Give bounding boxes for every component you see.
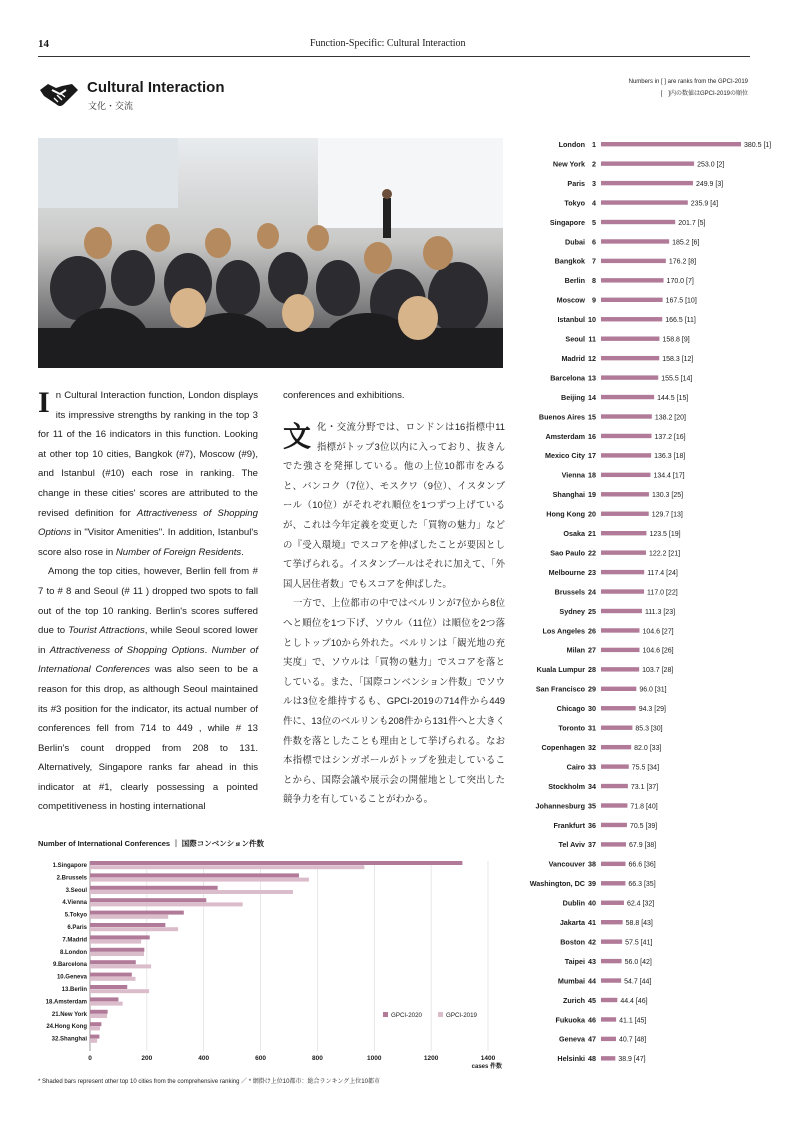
- rank-number-label: 22: [588, 548, 596, 558]
- rank-value-label: 201.7 [5]: [678, 219, 706, 227]
- rank-value-label: 123.5 [19]: [649, 531, 681, 538]
- rank-value-label: 158.8 [9]: [662, 336, 690, 344]
- rank-bar: [601, 317, 662, 321]
- rank-number-label: 41: [588, 918, 596, 927]
- rank-value-label: 104.6 [27]: [642, 628, 674, 636]
- rank-value-label: 103.7 [28]: [642, 667, 674, 675]
- rank-value-label: 155.5 [14]: [661, 375, 693, 383]
- rank-bar: [601, 784, 628, 788]
- rank-city-label: Istanbul: [557, 315, 585, 325]
- category-label: 8.London: [60, 949, 87, 956]
- rank-number-label: 24: [588, 587, 596, 597]
- rank-value-label: 66.3 [35]: [628, 881, 656, 889]
- photo-illustration: [38, 138, 503, 368]
- legend-label: GPCI-2020: [391, 1012, 422, 1019]
- rank-city-label: Los Angeles: [542, 626, 585, 636]
- rank-city-label: Kuala Lumpur: [536, 665, 585, 675]
- x-tick-label: 1200: [423, 1055, 439, 1062]
- rank-value-label: 380.5 [1]: [744, 142, 772, 149]
- rank-bar: [601, 706, 636, 710]
- rank-city-label: New York: [552, 159, 585, 169]
- conference-bar: [90, 948, 144, 952]
- x-tick-label: 800: [311, 1055, 323, 1062]
- rank-value-label: 54.7 [44]: [624, 978, 652, 986]
- rank-city-label: Sao Paulo: [550, 548, 585, 558]
- rank-city-label: Osaka: [563, 529, 585, 538]
- rank-value-label: 122.2 [21]: [648, 550, 681, 558]
- rank-number-label: 27: [588, 645, 596, 655]
- rank-number-label: 6: [592, 237, 596, 247]
- rank-value-label: 82.0 [33]: [634, 744, 662, 752]
- body-english-column: [38, 386, 258, 817]
- body-text-jp: 一方で、上位都市の中ではベルリンが7位から8位へと順位を1つ下げ、ソウル（11位）は順位を2つ落としトップ10から外れた。ベルリンは「観光地の充実度」で、ソウルは「買物の魅力」でスコアを落としている。また、「国際コンベンション件数」でソウルは3位を維持するも、GPCI-2019の714件から449件に、13位のベルリンも208件から131件へと大きく件数を落としたことも理由として挙げられる。なお本指標ではシンガポールがトップを独走していることから、国際会議や展示会の開催地として突出した競争力を有していることがわかる。: [283, 597, 505, 805]
- rank-number-label: 3: [592, 178, 596, 188]
- rank-bar: [601, 239, 669, 243]
- rank-number-label: 25: [588, 606, 596, 616]
- rank-value-label: 56.0 [42]: [624, 958, 652, 966]
- rank-bar: [601, 764, 629, 768]
- conference-chart-title: [38, 838, 264, 849]
- category-label: 13.Berlin: [61, 987, 87, 993]
- rank-number-label: 40: [588, 898, 596, 908]
- conference-bar: [90, 890, 293, 894]
- conference-bar: [90, 911, 184, 915]
- rank-value-label: 138.2 [20]: [654, 414, 686, 422]
- rank-bar: [601, 395, 654, 399]
- footnote: * Shaded bars represent other top 10 cities from the comprehensive ranking ／ * 網掛け上位10都市：総合ランキング上位10都市: [38, 1079, 380, 1085]
- conference-bar: [90, 861, 462, 865]
- conference-bar: [90, 964, 151, 968]
- rank-city-label: Taipei: [564, 956, 585, 966]
- rank-value-label: 96.0 [31]: [639, 686, 667, 694]
- rank-city-label: Geneva: [559, 1034, 585, 1044]
- body-text: , while Seoul scored lower in: [38, 625, 258, 656]
- rank-number-label: 12: [588, 353, 596, 363]
- rank-bar: [601, 648, 639, 652]
- rank-value-label: 94.3 [29]: [638, 706, 666, 714]
- rank-value-label: 249.9 [3]: [695, 180, 724, 188]
- conference-bar: [90, 940, 141, 944]
- conference-bar: [90, 1039, 97, 1043]
- rank-value-label: 253.0 [2]: [697, 161, 725, 169]
- rank-number-label: 8: [592, 276, 596, 286]
- category-label: 6.Paris: [67, 925, 87, 931]
- rank-number-label: 37: [588, 840, 596, 850]
- rank-value-label: 170.0 [7]: [666, 278, 694, 286]
- category-label: 9.Barcelona: [52, 962, 87, 969]
- rank-bar: [601, 298, 663, 302]
- rank-bar: [601, 901, 624, 905]
- rank-value-label: 176.2 [8]: [668, 258, 697, 266]
- rank-city-label: Mexico City: [545, 451, 585, 461]
- page-number: 14: [38, 38, 49, 50]
- body-text: .: [241, 546, 244, 558]
- rank-city-label: Stockholm: [548, 781, 585, 791]
- rank-bar: [601, 220, 675, 224]
- rank-number-label: 48: [588, 1054, 596, 1064]
- rank-number-label: 38: [588, 859, 596, 869]
- rank-city-label: Helsinki: [557, 1054, 585, 1064]
- rank-value-label: 137.2 [16]: [654, 433, 686, 441]
- rank-bar: [601, 1056, 615, 1060]
- category-label: 3.Seoul: [65, 887, 87, 894]
- rank-number-label: 42: [588, 937, 596, 947]
- rank-number-label: 34: [588, 781, 596, 791]
- rank-number-label: 10: [588, 315, 596, 325]
- rank-bar: [601, 570, 644, 574]
- rank-bar: [601, 200, 688, 204]
- rank-note-jp: [ ]内の数値はGPCI-2019の順位: [660, 91, 748, 97]
- rank-bar: [601, 550, 646, 554]
- rank-city-label: Seoul: [565, 334, 585, 344]
- rank-city-label: Berlin: [564, 276, 585, 286]
- rank-number-label: 4: [592, 198, 596, 208]
- rank-bar: [601, 803, 627, 807]
- rank-value-label: 166.5 [11]: [665, 317, 696, 325]
- rank-number-label: 14: [588, 392, 596, 402]
- rank-value-label: 136.3 [18]: [654, 453, 686, 461]
- rank-city-label: Brussels: [554, 587, 585, 597]
- rank-value-label: 73.1 [37]: [630, 783, 659, 791]
- rank-city-label: Zurich: [563, 995, 585, 1005]
- rank-bar: [601, 667, 639, 671]
- conference-chart-title-en: Number of International Conferences: [38, 839, 171, 848]
- rank-value-label: 235.9 [4]: [690, 200, 719, 208]
- category-label: 24.Hong Kong: [46, 1024, 87, 1031]
- rank-bar: [601, 998, 617, 1002]
- legend-label: GPCI-2019: [446, 1012, 477, 1019]
- conference-bar: [90, 865, 364, 869]
- rank-city-label: Paris: [567, 178, 585, 188]
- rank-value-label: 134.4 [17]: [653, 472, 685, 480]
- rank-city-label: Tel Aviv: [558, 840, 585, 850]
- rank-bar: [601, 823, 627, 827]
- rank-number-label: 33: [588, 762, 596, 772]
- rank-city-label: Sydney: [559, 606, 585, 616]
- conference-bar: [90, 886, 218, 890]
- rank-bar: [601, 337, 659, 341]
- rank-city-label: Buenos Aires: [538, 412, 585, 422]
- conference-bar: [90, 878, 309, 882]
- conference-bar: [90, 960, 136, 964]
- rank-city-label: Barcelona: [550, 373, 585, 383]
- category-label: 5.Tokyo: [64, 912, 87, 919]
- category-label: 2.Brussels: [56, 875, 87, 882]
- rank-bar: [601, 628, 639, 632]
- category-label: 7.Madrid: [62, 937, 87, 944]
- conference-bar: [90, 898, 206, 902]
- rank-value-label: 158.3 [12]: [662, 355, 694, 363]
- conference-bar: [90, 935, 150, 939]
- rank-city-label: Dublin: [562, 898, 585, 908]
- rank-value-label: 104.6 [26]: [642, 647, 674, 655]
- rank-bar: [601, 356, 659, 360]
- rank-bar: [601, 1017, 616, 1021]
- conference-bar: [90, 1014, 107, 1018]
- rank-bar: [601, 862, 626, 866]
- rank-number-label: 26: [588, 626, 596, 636]
- rank-city-label: London: [558, 140, 585, 149]
- rank-number-label: 17: [588, 451, 596, 461]
- rank-value-label: 85.3 [30]: [635, 725, 663, 733]
- rank-number-label: 21: [588, 529, 596, 538]
- rank-bar: [601, 161, 694, 165]
- conference-bar: [90, 915, 168, 919]
- body-text: was also seen to be a reason for this drop, as although Seoul maintained its #3 position for the indicator, its actual number of conferences fell from 714 to 449 , while # 13 Berlin's count dropped from 208 to 131. Alternatively, Singapore ranks far ahead in this indicator at #1, clearly possessing a pointed competitiveness in hosting international: [38, 664, 258, 813]
- rank-city-label: Mumbai: [557, 976, 585, 986]
- body-text: in "Visitor Amenities". In addition, Istanbul's score also rose in: [38, 527, 258, 558]
- rank-city-label: Frankfurt: [553, 820, 585, 830]
- conference-chart: [38, 855, 508, 1075]
- body-text: n Cultural Interaction function, London displays its impressive strengths by ranking in the top 3 for 11 of the 16 indicators in this function. Looking at other top 10 cities, Bangkok (#7), Moscow (#9), and Istanbul (#10) each rose in ranking. The change in these cities' scores are attributed to the revised definition for: [38, 390, 258, 519]
- body-english-continuation: conferences and exhibitions.: [283, 390, 405, 401]
- rank-bar: [601, 375, 658, 379]
- rank-number-label: 39: [588, 879, 596, 889]
- x-tick-label: 1400: [480, 1055, 496, 1062]
- rank-city-label: Bangkok: [554, 256, 585, 266]
- x-tick-label: 600: [255, 1055, 267, 1062]
- rank-number-label: 43: [588, 956, 596, 966]
- x-tick-label: 1000: [367, 1055, 382, 1062]
- header-rule: [38, 56, 750, 57]
- body-text-italic: Tourist Attractions: [68, 625, 145, 637]
- rank-city-label: Jakarta: [559, 918, 585, 927]
- drop-cap-jp: 文: [283, 421, 312, 452]
- rank-number-label: 18: [588, 470, 596, 480]
- rank-city-label: Melbourne: [548, 567, 585, 577]
- conference-bar: [90, 873, 299, 877]
- rank-bar: [601, 978, 621, 982]
- rank-bar: [601, 1037, 616, 1041]
- conference-bar: [90, 977, 135, 981]
- rank-value-label: 111.3 [23]: [644, 608, 676, 616]
- section-subtitle: 文化・交流: [88, 101, 134, 111]
- rank-number-label: 2: [592, 159, 596, 169]
- rank-number-label: 7: [592, 256, 596, 266]
- rank-value-label: 67.9 [38]: [628, 842, 657, 850]
- rank-number-label: 15: [588, 412, 596, 422]
- rank-number-label: 23: [588, 567, 596, 577]
- rank-number-label: 45: [588, 995, 596, 1005]
- rank-bar: [601, 881, 625, 885]
- rank-value-label: 130.3 [25]: [651, 492, 684, 500]
- rank-city-label: Fukuoka: [555, 1015, 585, 1025]
- rank-value-label: 41.1 [45]: [619, 1017, 647, 1025]
- rank-number-label: 13: [588, 373, 596, 383]
- rank-number-label: 1: [592, 140, 596, 149]
- rank-city-label: Boston: [560, 937, 585, 947]
- body-text-italic: Number of International Conferences: [38, 644, 258, 676]
- rank-number-label: 30: [588, 704, 596, 714]
- rank-number-label: 36: [588, 820, 596, 830]
- rank-number-label: 9: [592, 295, 596, 305]
- rank-value-label: 71.8 [40]: [630, 803, 658, 811]
- legend-swatch: [438, 1012, 443, 1017]
- rank-bar: [601, 278, 664, 282]
- rank-number-label: 35: [588, 801, 596, 811]
- legend-swatch: [383, 1012, 388, 1017]
- body-text: .: [204, 644, 212, 656]
- body-text-jp: 化・交流分野では、ロンドンは16指標中11指標がトップ3位以内に入っており、抜きんでた強さを発揮している。他の上位10都市をみると、バンコク（7位）、モスクワ（9位）、イスタンブール（10位）がそれぞれ順位を1つずつ上げているが、これは今年定義を変更した「買物の魅力」などの『受入環境』でスコアを伸ばしたことが要因として挙げられる。イスタンブールはそれに加えて、「外国人居住者数」でもスコアを伸ばした。: [283, 421, 505, 589]
- rank-value-label: 185.2 [6]: [672, 239, 700, 247]
- conference-bar: [90, 902, 243, 906]
- conference-audience-photo: [38, 138, 503, 368]
- rank-city-label: Copenhagen: [541, 742, 585, 752]
- category-label: 32.Shanghai: [51, 1036, 87, 1043]
- rank-number-label: 29: [588, 684, 596, 694]
- rank-bar: [601, 473, 650, 477]
- section-title: Cultural Interaction: [87, 79, 225, 96]
- x-axis-label: cases 件数: [471, 1064, 502, 1070]
- conference-bar: [90, 989, 149, 993]
- body-text-italic: Number of Foreign Residents: [115, 546, 242, 558]
- conference-bar: [90, 985, 127, 989]
- rank-value-label: 144.5 [15]: [657, 394, 689, 402]
- body-text-italic: Attractiveness of Shopping Options: [49, 644, 205, 656]
- conference-bar: [90, 1002, 123, 1006]
- function-ranking-chart: [515, 136, 775, 1071]
- rank-city-label: Hong Kong: [546, 509, 585, 519]
- rank-bar: [601, 842, 626, 846]
- rank-bar: [601, 939, 622, 943]
- rank-value-label: 58.8 [43]: [625, 920, 653, 927]
- rank-number-label: 28: [588, 665, 596, 675]
- rank-value-label: 117.4 [24]: [647, 569, 678, 577]
- conference-bar: [90, 923, 165, 927]
- drop-cap: I: [38, 386, 50, 419]
- conference-chart-title-jp: 国際コンベンション件数: [181, 839, 264, 848]
- rank-bar: [601, 181, 693, 185]
- body-text-italic: Attractiveness of Shopping Options: [38, 507, 258, 539]
- rank-number-label: 31: [588, 723, 596, 733]
- rank-bar: [601, 589, 644, 593]
- conference-bar: [90, 1010, 108, 1014]
- rank-city-label: Dubai: [565, 237, 585, 247]
- rank-number-label: 11: [588, 334, 596, 344]
- rank-city-label: Beijing: [561, 392, 585, 402]
- rank-city-label: Shanghai: [552, 490, 585, 500]
- conference-bar: [90, 952, 144, 956]
- rank-bar: [601, 920, 623, 924]
- rank-bar: [601, 687, 636, 691]
- rank-city-label: Amsterdam: [545, 431, 585, 441]
- rank-bar: [601, 609, 642, 613]
- rank-value-label: 62.4 [32]: [626, 900, 655, 908]
- rank-city-label: Johannesburg: [535, 801, 585, 811]
- rank-number-label: 16: [588, 431, 596, 441]
- rank-bar: [601, 259, 666, 263]
- body-text: Among the top cities, however, Berlin fell from # 7 to # 8 and Seoul (# 11 ) dropped two spots to fall out of the top 10 ranking. Berlin's scores suffered due to: [38, 566, 258, 637]
- rank-number-label: 46: [588, 1015, 596, 1025]
- rank-number-label: 20: [588, 509, 596, 519]
- rank-number-label: 44: [588, 976, 596, 986]
- rank-bar: [601, 492, 649, 496]
- rank-value-label: 57.5 [41]: [625, 939, 653, 947]
- x-tick-label: 0: [88, 1055, 92, 1062]
- rank-bar: [601, 434, 651, 438]
- handshake-icon: [38, 80, 80, 110]
- rank-value-label: 75.5 [34]: [631, 764, 660, 772]
- rank-number-label: 19: [588, 490, 596, 500]
- rank-bar: [601, 512, 649, 516]
- x-tick-label: 200: [141, 1055, 153, 1062]
- rank-value-label: 44.4 [46]: [620, 997, 648, 1005]
- rank-value-label: 40.7 [48]: [618, 1036, 647, 1044]
- conference-bar: [90, 1035, 99, 1039]
- conference-bar: [90, 927, 178, 931]
- conference-bar: [90, 973, 132, 977]
- rank-city-label: Washington, DC: [529, 879, 585, 889]
- body-japanese-column: [283, 417, 505, 809]
- rank-note-en: Numbers in [ ] are ranks from the GPCI-2019: [628, 79, 748, 85]
- rank-bar: [601, 142, 741, 146]
- rank-city-label: Moscow: [556, 295, 585, 305]
- category-label: 10.Geneva: [56, 974, 87, 981]
- category-label: 1.Singapore: [52, 863, 87, 869]
- rank-city-label: Vancouver: [548, 859, 585, 869]
- rank-value-label: 167.5 [10]: [665, 297, 697, 305]
- rank-city-label: Toronto: [558, 723, 585, 733]
- rank-bar: [601, 531, 646, 535]
- conference-bar: [90, 1022, 101, 1026]
- rank-value-label: 129.7 [13]: [651, 511, 683, 519]
- rank-bar: [601, 726, 632, 730]
- rank-value-label: 117.0 [22]: [647, 589, 678, 597]
- rank-value-label: 38.9 [47]: [618, 1056, 646, 1064]
- rank-city-label: San Francisco: [535, 684, 585, 694]
- rank-number-label: 5: [592, 217, 596, 227]
- conference-bar: [90, 997, 118, 1001]
- x-tick-label: 400: [198, 1055, 210, 1062]
- rank-city-label: Cairo: [566, 762, 585, 772]
- rank-bar: [601, 414, 652, 418]
- rank-bar: [601, 959, 622, 963]
- rank-city-label: Tokyo: [564, 198, 585, 208]
- rank-bar: [601, 453, 651, 457]
- category-label: 4.Vienna: [62, 900, 87, 907]
- conference-bar: [90, 1026, 100, 1030]
- category-label: 18.Amsterdam: [45, 999, 87, 1006]
- rank-value-label: 66.6 [36]: [628, 861, 656, 869]
- rank-city-label: Vienna: [561, 470, 585, 480]
- rank-city-label: Chicago: [556, 704, 585, 714]
- rank-city-label: Milan: [566, 645, 585, 655]
- rank-value-label: 70.5 [39]: [629, 822, 658, 830]
- rank-city-label: Singapore: [549, 217, 585, 227]
- rank-number-label: 32: [588, 742, 596, 752]
- title-separator: ｜: [170, 839, 182, 848]
- rank-bar: [601, 745, 631, 749]
- rank-city-label: Madrid: [561, 353, 585, 363]
- category-label: 21.New York: [51, 1011, 87, 1018]
- rank-number-label: 47: [588, 1034, 596, 1044]
- running-header: Function-Specific: Cultural Interaction: [310, 38, 466, 49]
